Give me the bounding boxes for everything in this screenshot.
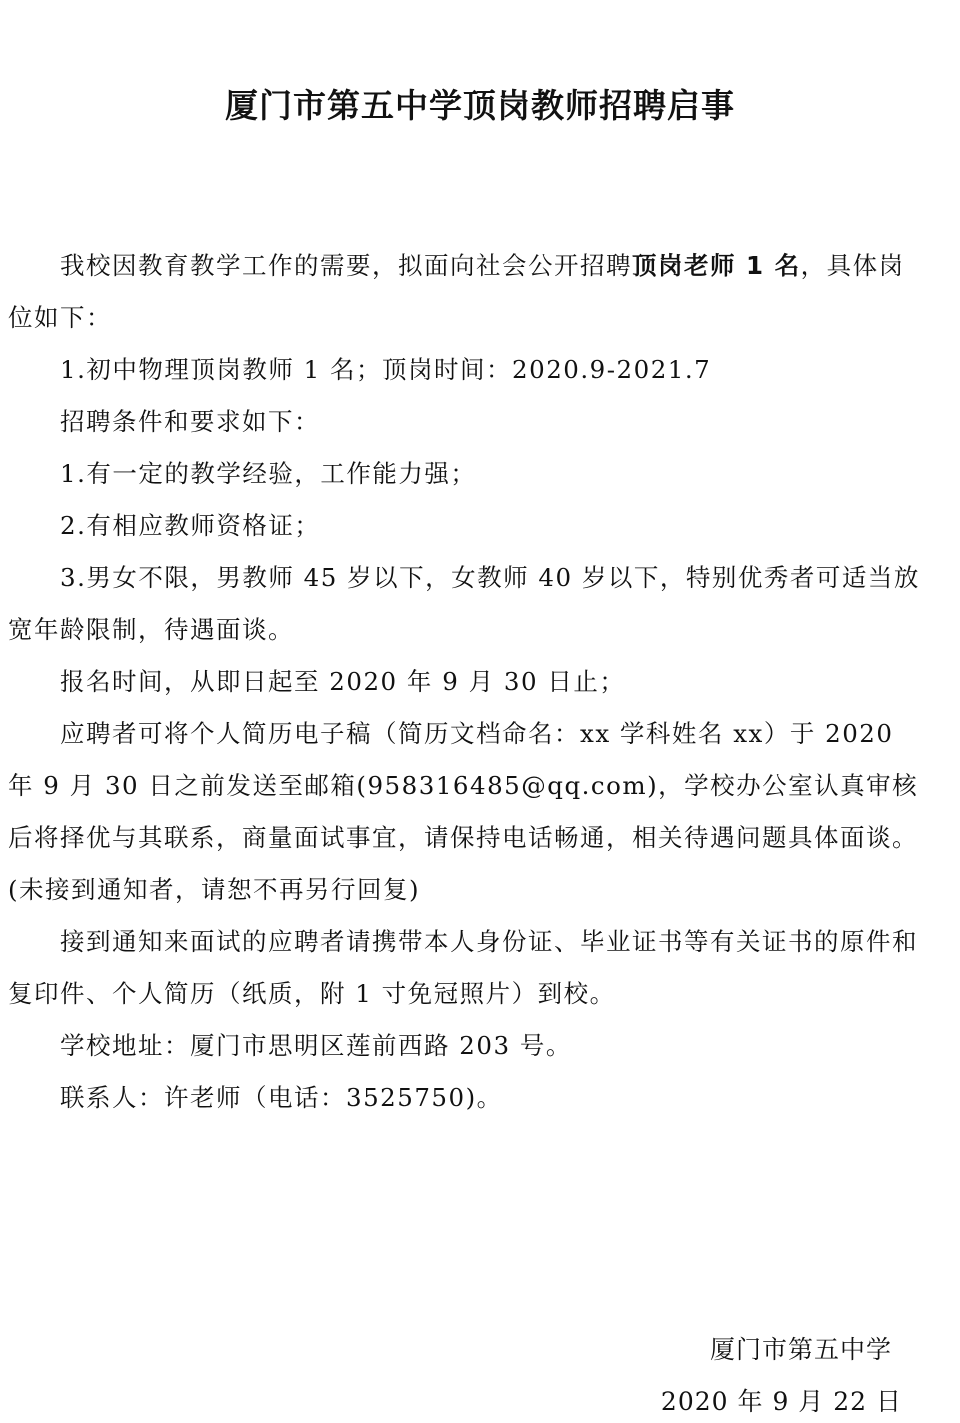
document-body — [8, 240, 928, 1124]
requirement-item: 1.有一定的教学经验，工作能力强； — [60, 459, 477, 488]
contact-person: 联系人：许老师（电话：3525750)。 — [60, 1083, 503, 1112]
position-line: 1.初中物理顶岗教师 1 名；顶岗时间：2020.9-2021.7 — [60, 355, 712, 384]
intro-text-start: 我校因教育教学工作的需要，拟面向社会公开招聘 — [60, 251, 632, 280]
intro-text-end: ，具体岗位如下： — [8, 251, 905, 332]
intro-highlight: 顶岗老师 1 名 — [632, 251, 801, 280]
signature-organization: 厦门市第五中学 — [709, 1335, 892, 1364]
signature-date: 2020 年 9 月 22 日 — [660, 1387, 902, 1416]
school-address: 学校地址：厦门市思明区莲前西路 203 号。 — [60, 1031, 572, 1060]
requirements-heading: 招聘条件和要求如下： — [60, 407, 320, 436]
document-title: 厦门市第五中学顶岗教师招聘启事 — [225, 86, 735, 125]
requirement-item: 3.男女不限，男教师 45 岁以下，女教师 40 岁以下，特别优秀者可适当放宽年龄限制，待遇面谈。 — [8, 563, 920, 644]
application-instructions: 应聘者可将个人简历电子稿（简历文档命名：xx 学科姓名 xx）于 2020 年 9 月 30 日之前发送至邮箱(958316485@qq.com)，学校办公室认真审核后将择优与其联系，商量面试事宜，请保持电话畅通，相关待遇问题具体面谈。(未接到通知者，请恕不再另行回复) — [8, 719, 919, 904]
interview-instructions: 接到通知来面试的应聘者请携带本人身份证、毕业证书等有关证书的原件和复印件、个人简历（纸质，附 1 寸免冠照片）到校。 — [8, 927, 918, 1008]
requirement-item: 2.有相应教师资格证； — [60, 511, 321, 540]
intro-paragraph — [8, 240, 928, 344]
registration-time: 报名时间，从即日起至 2020 年 9 月 30 日止； — [60, 667, 626, 696]
